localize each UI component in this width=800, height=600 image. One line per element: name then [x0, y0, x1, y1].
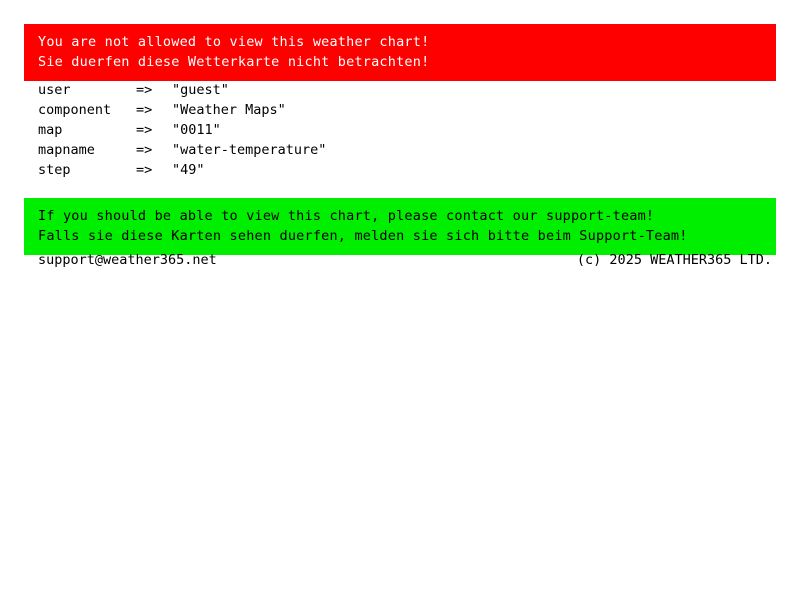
parameter-row-user	[38, 80, 738, 100]
parameter-key: step	[38, 162, 71, 178]
parameter-arrow: =>	[136, 82, 153, 98]
parameter-row-step	[38, 160, 738, 180]
parameter-value: "water-temperature"	[172, 142, 327, 158]
copyright-text: (c) 2025 WEATHER365 LTD.	[576, 252, 772, 268]
parameter-value: "49"	[172, 162, 205, 178]
parameter-row-component	[38, 100, 738, 120]
parameter-row-mapname	[38, 140, 738, 160]
parameter-arrow: =>	[136, 122, 153, 138]
error-banner-line-de: Sie duerfen diese Wetterkarte nicht betrachten!	[38, 54, 430, 70]
parameter-value: "Weather Maps"	[172, 102, 286, 118]
footer	[38, 250, 772, 270]
info-banner-line-de: Falls sie diese Karten sehen duerfen, melden sie sich bitte beim Support-Team!	[38, 228, 688, 244]
parameter-key: map	[38, 122, 63, 138]
parameter-value: "0011"	[172, 122, 221, 138]
parameter-row-map	[38, 120, 738, 140]
info-banner-line-en: If you should be able to view this chart, please contact our support-team!	[38, 208, 655, 224]
parameter-arrow: =>	[136, 102, 153, 118]
info-banner	[24, 198, 776, 255]
parameter-key: component	[38, 102, 112, 118]
parameter-key: user	[38, 82, 71, 98]
error-banner	[24, 24, 776, 81]
parameter-list	[38, 80, 738, 180]
parameter-arrow: =>	[136, 142, 153, 158]
error-banner-line-en: You are not allowed to view this weather chart!	[38, 34, 430, 50]
parameter-key: mapname	[38, 142, 95, 158]
parameter-arrow: =>	[136, 162, 153, 178]
parameter-value: "guest"	[172, 82, 229, 98]
support-email-link[interactable]: support@weather365.net	[38, 252, 217, 268]
